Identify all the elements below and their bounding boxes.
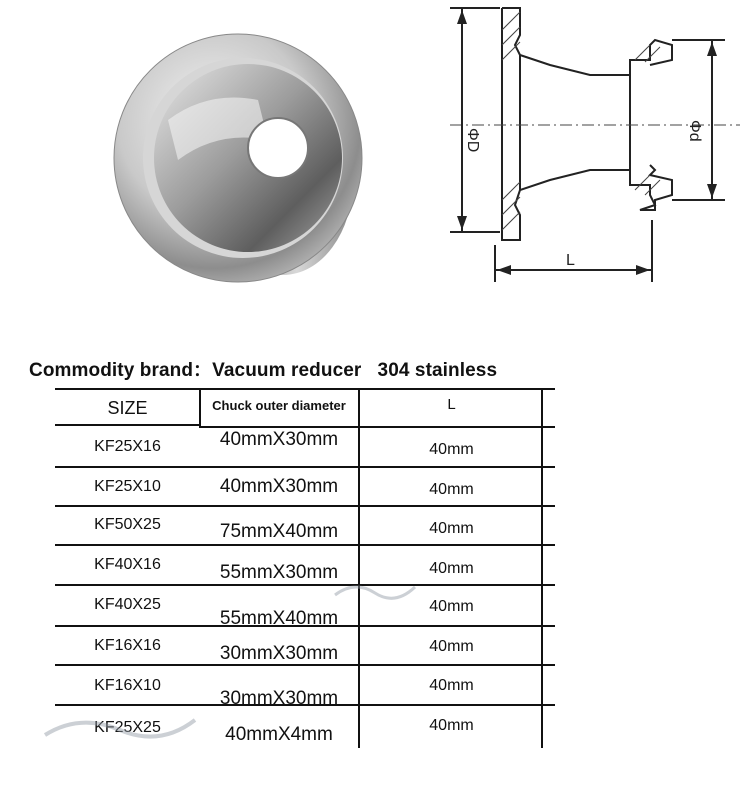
row-5-size: KF40X25 (94, 596, 161, 613)
row-7-length: 40mm (429, 677, 474, 694)
row-1-size: KF25X16 (94, 438, 161, 455)
table-title: Commodity brand：Vacuum reducer 304 stainless (29, 360, 498, 381)
row-2-size: KF25X10 (94, 478, 161, 495)
cone-inner (154, 64, 342, 252)
table-rule (200, 426, 555, 428)
row-8-chuck: 40mmX4mm (225, 724, 333, 745)
row-1-chuck: 40mmX30mm (219, 429, 339, 450)
bore-hole (248, 118, 308, 178)
watermark-smudge (330, 575, 420, 605)
row-4-length: 40mm (429, 560, 474, 577)
row-4-chuck: 55mmX30mm (219, 562, 339, 583)
row-3-length: 40mm (429, 520, 474, 537)
table-rule (55, 544, 555, 546)
table-rule (55, 584, 555, 586)
row-8-length: 40mm (429, 717, 474, 734)
row-6-length: 40mm (429, 638, 474, 655)
header-chuck-outer-diameter: Chuck outer diameter (212, 398, 346, 413)
row-4-size: KF40X16 (94, 556, 161, 573)
row-7-chuck: 30mmX30mm (219, 688, 339, 709)
row-5-chuck: 55mmX40mm (219, 608, 339, 629)
label-d: Φd (686, 120, 703, 142)
label-L: L (566, 252, 575, 269)
watermark-smudge (40, 705, 200, 745)
row-3-chuck: 75mmX40mm (219, 521, 339, 542)
row-1-length: 40mm (429, 441, 474, 458)
row-3-size: KF50X25 (94, 516, 161, 533)
row-2-chuck: 40mmX30mm (219, 476, 339, 497)
spec-table (55, 388, 555, 748)
header-size: SIZE (107, 398, 148, 418)
row-7-size: KF16X10 (94, 677, 161, 694)
row-6-chuck: 30mmX30mm (219, 643, 339, 664)
row-8-size: KF25X25 (94, 719, 161, 736)
row-5-length: 40mm (429, 598, 474, 615)
row-6-size: KF16X16 (94, 637, 161, 654)
table-rule (55, 505, 555, 507)
technical-drawing (440, 0, 750, 290)
product-photo (108, 30, 370, 292)
table-rule (55, 466, 555, 468)
row-2-length: 40mm (429, 481, 474, 498)
table-rule (55, 424, 200, 426)
table-rule (55, 388, 555, 390)
header-length: L (447, 396, 456, 413)
label-D: ΦD (464, 128, 481, 153)
